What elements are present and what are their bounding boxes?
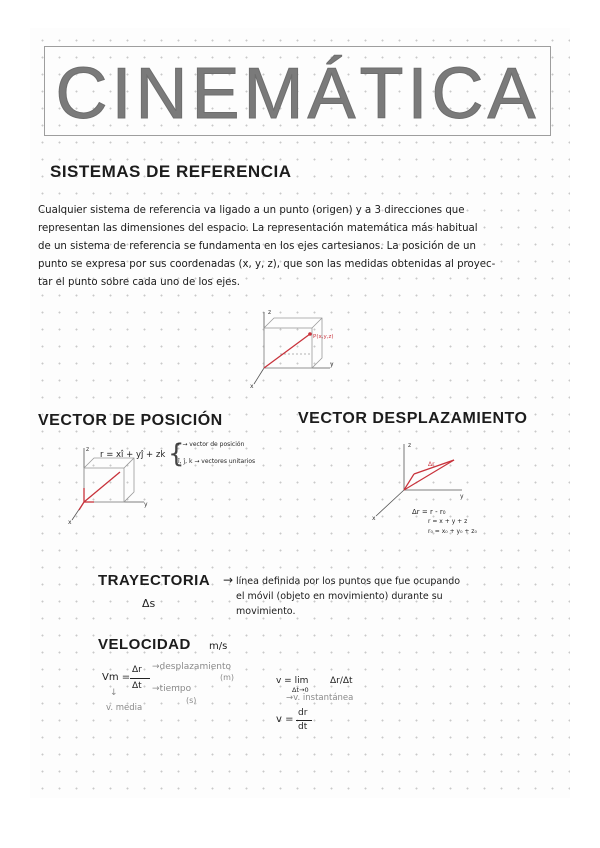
v-lim-sub: Δt→0 (292, 686, 309, 694)
paragraph-line: tar el punto sobre cada uno de los ejes. (38, 277, 240, 288)
brace: { (168, 439, 185, 469)
axis-y-label: y (144, 501, 148, 508)
paragraph-line: de un sistema de referencia se fundamenta en los ejes cartesianos. La posición de un (38, 241, 476, 252)
axis-x-label: x (250, 383, 254, 390)
definition-line: línea definida por los puntos que fue ocupando (236, 576, 461, 587)
heading-trayectoria: TRAYECTORIA (98, 572, 211, 589)
vm-numerator: Δr (132, 665, 142, 675)
note-vectores-unitarios: î, ĵ, k → vectores unitarios (178, 458, 256, 465)
page-title: CINEMÁTICA (55, 54, 540, 134)
desplazamiento-note: →desplazamiento (152, 662, 231, 672)
heading-vector-desplazamiento: VECTOR DESPLAZAMIENTO (298, 410, 528, 427)
v-lim: v = lim (276, 676, 309, 686)
paragraph-line: representan las dimensiones del espacio. La representación matemática más habitual (38, 223, 478, 234)
note-vector-posicion: r → vector de posición (178, 441, 245, 448)
axis-x-label: x (68, 519, 72, 526)
sistemas-paragraph (38, 202, 495, 292)
definition-line: movimiento. (236, 606, 296, 617)
heading-sistemas: SISTEMAS DE REFERENCIA (50, 162, 292, 181)
vm-lhs: Vm = (102, 672, 131, 683)
fraction-bar (296, 720, 312, 721)
axis-z-label: z (268, 309, 272, 316)
trayectoria-arrow: → (223, 573, 234, 587)
heading-vector-posicion: VECTOR DE POSICIÓN (38, 412, 223, 429)
eq-r: r = x + y + z (428, 518, 468, 525)
axis-z-label: z (86, 446, 90, 453)
fraction-bar (130, 678, 150, 679)
heading-velocidad: VELOCIDAD (98, 636, 191, 653)
definition-line: el móvil (objeto en movimiento) durante su (236, 591, 443, 602)
v-deriv-denominator: dt (298, 722, 308, 732)
v-media-note: v. media (106, 703, 143, 713)
axis-x-label: x (372, 515, 376, 522)
paragraph-line: Cualquier sistema de referencia va ligado a un punto (origen) y a 3 direcciones que (38, 205, 465, 216)
down-arrow: ↓ (110, 688, 118, 698)
v-frac: Δr/Δt (330, 676, 353, 686)
axis-z-label: z (408, 442, 412, 449)
v-deriv-numerator: dr (298, 708, 308, 718)
cartesian-figure (250, 308, 350, 390)
point-label: P(x,y,z) (313, 334, 334, 340)
position-vector-figure (66, 444, 156, 526)
paragraph-line: punto se expresa por sus coordenadas (x, y, z), que son las medidas obtenidas al proyec- (38, 259, 496, 270)
velocidad-unit: m/s (209, 641, 228, 652)
delta-r-label: Δr (428, 461, 435, 468)
axis-y-label: y (460, 493, 464, 500)
tiempo-unit: (s) (186, 696, 197, 705)
v-deriv-lhs: v = (276, 714, 294, 725)
axis-y-label: y (330, 361, 334, 368)
eq-delta-r: Δr = r - r₀ (412, 508, 446, 516)
tiempo-note: →tiempo (152, 684, 192, 694)
formula-posicion: r = xî + yĵ + zk (100, 450, 166, 460)
v-instantanea-note: →v. instantánea (286, 693, 354, 703)
delta-s-symbol: Δs (142, 597, 156, 610)
eq-r0: r₀ = x₀ + y₀ + z₀ (428, 528, 477, 535)
desplazamiento-unit: (m) (220, 673, 235, 682)
trayectoria-definition (236, 574, 460, 619)
title-box (44, 46, 551, 136)
vm-denominator: Δt (132, 681, 142, 691)
